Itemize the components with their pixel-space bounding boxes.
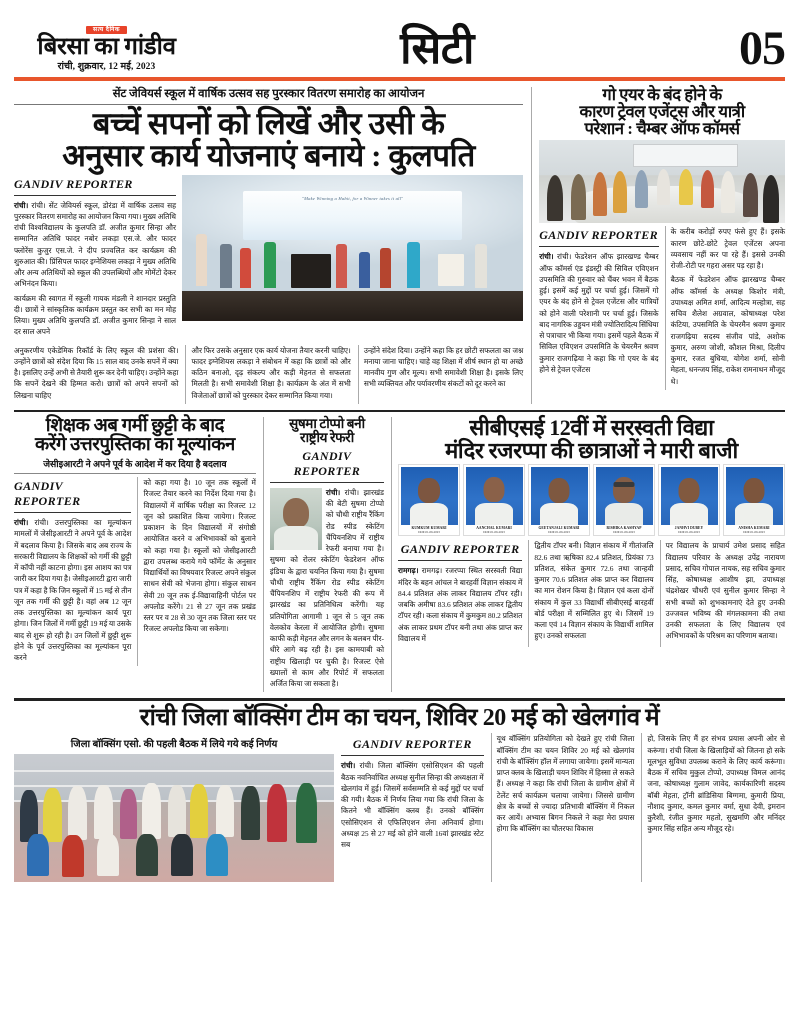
- article-main-kicker: सेंट जेवियर्स स्कूल में वार्षिक उत्सव सह पुरस्कार वितरण समारोह का आयोजन: [14, 87, 523, 105]
- article-teacher-byline: GANDIV REPORTER: [14, 477, 131, 513]
- section-divider-1: [14, 410, 785, 413]
- article-cbse-headline-line1: सीबीएसई 12वीं में सरस्वती विद्या: [469, 415, 714, 441]
- section-divider-2: [14, 698, 785, 701]
- article-teacher-col2-p1: को कहा गया है। 10 जून तक स्कूलों में रिजल्ट तैयार करने का निर्देश दिया गया है। विद्यालयों में वार्षिक परीक्षा का रिजल्ट 12 जून को प्रकाशित किया जायेगा। रिजल्ट प्रकाशन के दिन विद्यालयों में संगोष्ठी आयोजित करने व अभिभावकों को बुलाने को कहा गया है। स्कूलों को जेसीइआरटी द्वारा उपलब्ध कराये गये फॉर्मेट के अनुसार विद्यार्थियों का विषयवार रिजल्ट अपने संकुल साधन सेवी को भेजना होगा। संकुल साधन सेवी 20 जून तक ई-विद्यावाहिनी पोर्टल पर अपलोड करेंगे। 21 से 27 जून तक प्रखंड स्तर पर व 28 से 30 जून तक जिला स्तर पर रिजल्ट अपलोड किया जा सकेगा।: [143, 478, 256, 634]
- student-name: AANCHAL KUMARI: [476, 525, 512, 530]
- section-title: सिटी: [400, 23, 474, 73]
- stage-front-edge: [182, 291, 523, 320]
- student-dop: DOP-01-06-2023: [743, 530, 765, 535]
- article-main-col1-p1: रांची। सेंट जेवियर्स स्कूल, डोरंडा में वार्षिक उत्सव सह पुरस्कार वितरण समारोह का आयोजन किया गया। मुख्य अतिथि रांची विश्वविद्यालय के कुलपति डॉ. अजीत कुमार सिन्हा और सम्मानित अतिथि फादर नबोर लकड़ा एस.जे. और फादर फ्लोरेंस कुजुर एस.जे. ने दीप प्रज्वलित कर कार्यक्रम की शुरुआत की। प्रिंसिपल फादर इग्नेशियस लकड़ा ने मुख्य अतिथि और अन्य अतिथियों को स्कूल की उपलब्धियों और मोमेंटो देकर अभिनंदन किया।: [14, 200, 177, 289]
- article-boxing-subhead: जिला बॉक्सिंग एसो. की पहली बैठक में लिये गये कई निर्णय: [70, 739, 278, 751]
- article-boxing: [14, 706, 785, 882]
- student-headshot: [726, 467, 783, 525]
- cbse-student-photos: [398, 464, 785, 536]
- article-goair-headline-line3: परेशान : चैम्बर ऑफ कॉमर्स: [584, 118, 740, 138]
- mid-zone: [14, 417, 785, 692]
- student-photo-card: [463, 464, 525, 536]
- article-main-headline-line2: अनुसार कार्य योजनाएं बनाये : कुलपति: [62, 137, 475, 173]
- article-goair-byline: GANDIV REPORTER: [539, 226, 658, 247]
- page-number: 05: [739, 21, 785, 75]
- student-name: GEETANJALI KUMARI: [538, 525, 580, 530]
- article-main-col4: [358, 345, 523, 404]
- student-photo-card: [593, 464, 655, 536]
- article-teacher-col2: [137, 477, 255, 666]
- student-photo-card: [398, 464, 460, 536]
- article-boxing-col1: रांची। रांची। जिला बॉक्सिंग एसोसिएशन की पहली बैठक नवनिर्वाचित अध्यक्ष सुनील सिन्हा की अध्यक्षता में खेलगांव में हुई। जिसमें सर्वसम्मति से कई मुद्दों पर चर्चा की गयी। बैठक में निर्णय लिया गया कि रांची जिला के कितने भी बॉक्सिंग क्लब हैं। उनको बॉक्सिंग एसोसिएशन से एफिलिएशन लेना अनिवार्य होगा। अध्यक्ष 25 से 27 मई को होने वाली 16वां झारखंड स्टेट सब: [341, 761, 484, 850]
- article-cbse-headline-line2: मंदिर रजरप्पा की छात्राओं ने मारी बाजी: [445, 437, 738, 463]
- stage-banner: [243, 191, 461, 241]
- student-photo-card: [723, 464, 785, 536]
- stage-banner-text: "Make Winning a Habit, for a Winner takes it all": [301, 195, 404, 201]
- article-goair-col1-p1: रांची। फेडरेशन ऑफ झारखण्ड चैम्बर ऑफ कॉमर्स एंड इंडस्ट्री की सिविल एविएशन उपसमिति की गुरुवार को चैंबर भवन में बैठक हुई। इसमें कई मुद्दों पर चर्चा हुई। जिसमें गो एयर के बंद होने से ट्रेवल एजेंटस और यात्रियों को होने वाली परेशानी पर चर्चा हुई। जिसके बाद नागरिक उड्डयन मंत्री ज्योतिरादित्य सिंधिया से पत्राचार भी किया गया। इसमें पहले बैठक में सिविल एविएशन उपसमिति के चेयरमैन श्रवण कुमार राजगढ़िया ने कहा कि गो एयर के बंद होने से ट्रेवल एजेंटस: [539, 252, 659, 374]
- article-boxing-photo: [14, 754, 334, 882]
- article-main-col4-p1: उन्होंने संदेश दिया। उन्होंने कहा कि हर छोटी सफलता का जश्न मनाया जाना चाहिए। चाहे वह शिक्षा में शीर्ष स्थान हो या अच्छे मानवीय गुण और मूल्य। सभी समावेशी शिक्षा है। इसके लिए सभी व्यक्तियत और पर्यावरणीय संकटों को दूर करने का: [363, 345, 524, 389]
- article-teacher-col1: रांची। रांची। उत्तरपुस्तिका का मूल्यांकन मामलों में जेसीइआरटी ने अपने पूर्व के आदेश में बदलाव किया है। जिसके बाद अब राज्य के सरकारी विद्यालय के शिक्षकों को गर्मी की छुट्टी में कॉपी नहीं काटना होगा। इस आशय का पत्र जारी कर दिया गया है। जेसीइआरटी द्वारा जारी पत्र में कहा है कि जिन स्कूलों में 15 मई से तीन जून तक गर्मी की छुट्टी है। वहां अब 12 जून तक उत्तरपुस्तिका का मूल्यांकन कार्य पूरा होगा। जिन जिलों में गर्मी छुट्टी 19 मई या उसके बाद से शुरू हो रही है। उन जिलों में छुट्टी शुरू होने के पूर्व उत्तरपुस्तिका का मूल्यांकन पूरा करने: [14, 518, 132, 663]
- article-boxing-col3-p1: हो, जिसके लिए मैं हर संभव प्रयास अपनी ओर से करूंगा। रांची जिला के खिलाड़ियों को जितना हो सके मूलभूत सुविधा उपलब्ध कराने के लिए कार्य करूंगा। बैठक में सचिव मुकुल टोप्पो, उपाध्यक्ष विमल आनंद जना, कोषाध्यक्ष गुलाम जावेद, कार्यकारिणी सदस्य बॉबी मेहता, ट्रॉनी ब्रांडिसिया बिग्गमा, कुमारी प्रिया, नौशाद कुमार, कमल कुमार वर्मा, सुधा देवी, इमरान कुरैशी, रंजीत कुमार महतो, सुखमणि और मनिंदर कुमार सिंह सहित अन्य मौजूद रहे।: [647, 734, 786, 834]
- student-dop: DOP-01-06-2023: [613, 530, 635, 535]
- article-boxing-byline: GANDIV REPORTER: [341, 735, 484, 756]
- student-headshot: [401, 467, 458, 525]
- masthead: [14, 8, 785, 75]
- article-sushma-byline: GANDIV REPORTER: [270, 447, 384, 483]
- article-teacher-col1-p1: रांची। उत्तरपुस्तिका का मूल्यांकन मामलों में जेसीइआरटी ने अपने पूर्व के आदेश में बदलाव किया है। जिसके बाद अब राज्य के सरकारी विद्यालय के शिक्षकों को गर्मी की छुट्टी में कॉपी नहीं काटना होगा। इस आशय का पत्र जारी कर दिया गया है। जेसीइआरटी द्वारा जारी पत्र में कहा है कि जिन स्कूलों में 15 मई से तीन जून तक गर्मी की छुट्टी है। वहां अब 12 जून तक उत्तरपुस्तिका का मूल्यांकन कार्य पूरा होगा। जिन जिलों में गर्मी छुट्टी 19 मई या उसके बाद से शुरू हो रही है। उन जिलों में छुट्टी शुरू होने के पूर्व उत्तरपुस्तिका का मूल्यांकन पूरा करने: [14, 518, 132, 663]
- student-dop: DOP-01-06-2023: [483, 530, 505, 535]
- article-main-col2-p1: अनुकरणीय एकेडेमिक रिकॉर्ड के लिए स्कूल की प्रशंसा की। उन्होंने छात्रों को संदेश दिया कि 15 साल बाद उनके सपनें में क्या है। इसलिए उन्हें अभी से तैयारी शुरू कर देनी चाहिए। उन्होंने कहा कि सपनें देखने की हिम्मत करो। छात्रों को अपने सपनों को लिखना चाहिए: [14, 345, 179, 400]
- article-boxing-body: [14, 733, 785, 882]
- brand-date-line: रांची, शुक्रवार, 12 मई, 2023: [57, 61, 156, 72]
- article-cbse-col1-p1: रामगढ़। रजरप्पा स्थित सरस्वती विद्या मंदिर के बहन आंचल ने बारहवीं विज्ञान संकाय में 84.4 प्रतिशत अंक लाकर विद्यालय टॉपर रही। जबकि अमीषा 83.6 प्रतिशत अंक लाकर द्वितीय टॉपर रही। कला संकाय में कुमकुम 80.2 प्रतिशत अंक लाकर प्रथम टॉपर बनी तथा अंक प्राप्त कर विद्यालय में: [398, 566, 523, 643]
- article-goair-photo: [539, 140, 785, 223]
- article-goair-col2-p2: बैठक में फेडरेशन ऑफ झारखण्ड चैम्बर ऑफ कॉमर्स के अध्यक्ष किशोर मंत्री, उपाध्यक्ष अमित शर्मा, आदित्य मल्होत्रा, सह सचिव शैलेश अग्रवाल, कोषाध्यक्ष परेश कंटिया, उपसमिति के चेयरमैन श्रवण कुमार राजगढ़िया सदस्य संजीव पांडे, अशोक कुमार, अरुण जोशी, कौशल मिश्रा, दिलीप कुमार, रजत बुधिया, योगेश शर्मा, सोनी मेहता, धनन्जय सिंह, राकेश रामनाथन मौजूद थे।: [670, 275, 786, 386]
- article-cbse-col3-p1: पर विद्यालय के प्राचार्य उमेश प्रसाद सहित विद्यालय परिवार के अध्यक्ष उपेंद्र नारायण प्रसाद, सचिव गोपाल नायक, सह सचिव कुमार सिंह, कोषाध्यक्ष आशीष झा, उपाध्यक्ष चंद्रशेखर चौधरी एवं सुनील कुमार सिन्हा ने सभी बच्चों को शुभकामनाएं देते हुए उनकी उज्जवल भविष्य की मंगलकामना की तथा उनकी सफलता के लिए विद्यालय एवं अभिभावकों के परिश्रम का परिणाम बताया।: [665, 541, 785, 641]
- article-main-col2: [14, 345, 178, 404]
- meeting-room-board: [633, 144, 738, 168]
- article-sushma-col1: रांची। रांची। झारखंड की बेटी सुषमा टोप्पो को चौथी राष्ट्रीय रैंकिंग रोड स्पीड स्केटिंग चैंपियनशिप में राष्ट्रीय रेफरी बनाया गया है। सुषमा को रोलर स्केटिंग फेडरेशन ऑफ इंडिया के द्वारा चयनित किया गया है। सुषमा चौथी राष्ट्रीय रैंकिंग रोड स्पीड स्केटिंग चैंपियनशिप में राष्ट्रीय रेफरी की रूप में झारखंड का प्रतिनिधित्व करेंगी। यह प्रतियोगिता आगामी 1 जून से 5 जून तक वेलकोव केरला में आयोजित होगी। सुषमा काफी कड़ी मेहनत और लगन के बलबन पीर-धीरे आगे बढ़ रही है। इस कामयाबी को राष्ट्रीय खिलाड़ी पर चुकी है। रिजल्ट ऐसे ख्यालों से काम और रिपोर्ट में सफलता अर्जित किया जा सकता है।: [269, 487, 385, 689]
- article-boxing-col2: [491, 733, 635, 882]
- top-zone: [14, 87, 785, 404]
- article-main-headline-line1: बच्चें सपनों को लिखें और उसी के: [92, 106, 445, 142]
- student-name: ANISHA KUMARI: [738, 525, 770, 530]
- brand-name: बिरसा का गांडीव: [37, 34, 176, 61]
- article-teacher: [14, 417, 256, 692]
- article-goair-col2-p1: के करीब करोड़ों रुपए फंसे हुए हैं। इसके कारण छोटे-छोटे ट्रेवल एजेंटस अपना व्यवसाय नहीं कर पा रहे हैं। इससे उनकी रोजी-रोटी पर गहरा असर पड़ रहा है।: [670, 227, 786, 271]
- article-goair: [531, 87, 785, 404]
- article-sushma-col1-p1: रांची। झारखंड की बेटी सुषमा टोप्पो को चौथी राष्ट्रीय रैंकिंग रोड स्पीड स्केटिंग चैंपियनशिप में राष्ट्रीय रेफरी बनाया गया है। सुषमा को रोलर स्केटिंग फेडरेशन ऑफ इंडिया के द्वारा चयनित किया गया है। सुषमा चौथी राष्ट्रीय रैंकिंग रोड स्पीड स्केटिंग चैंपियनशिप में राष्ट्रीय रेफरी की रूप में झारखंड का प्रतिनिधित्व करेंगी। यह प्रतियोगिता आगामी 1 जून से 5 जून तक वेलकोव केरला में आयोजित होगी। सुषमा काफी कड़ी मेहनत और लगन के बलबन पीर-धीरे आगे बढ़ रही है। इस कामयाबी को राष्ट्रीय खिलाड़ी पर चुकी है। रिजल्ट ऐसे ख्यालों से काम और रिपोर्ट में सफलता अर्जित किया जा सकता है।: [269, 487, 385, 689]
- article-goair-col1: रांची। रांची। फेडरेशन ऑफ झारखण्ड चैम्बर ऑफ कॉमर्स एंड इंडस्ट्री की सिविल एविएशन उपसमिति की गुरुवार को चैंबर भवन में बैठक हुई। इसमें कई मुद्दों पर चर्चा हुई। जिसमें गो एयर के बंद होने से ट्रेवल एजेंटस और यात्रियों को होने वाली परेशानी पर चर्चा हुई। जिसके बाद नागरिक उड्डयन मंत्री ज्योतिरादित्य सिंधिया से पत्राचार भी किया गया। इसमें पहले बैठक में सिविल एविएशन उपसमिति के चेयरमैन श्रवण कुमार राजगढ़िया ने कहा कि गो एयर के बंद होने से ट्रेवल एजेंटस: [539, 252, 659, 374]
- brand-kicker: सत्य दैनिक: [86, 26, 127, 34]
- article-main-col3-p1: और फिर उसके अनुसार एक कार्य योजना तैयार करनी चाहिए। फादर इग्नेशियस लकड़ा ने संबोधन में कहा कि छात्रों को और कठिन बनाओ, दृढ़ संकल्प और कड़ी मेहनत से सफलता मिलती है। सभी समावेशी शिक्षा है। कार्यक्रम के अंत में सभी विजेताओं छात्रों को पुरस्कार देकर सम्मानित किया गया।: [191, 345, 351, 400]
- article-main-photo: [182, 175, 523, 321]
- article-main-col3: [185, 345, 350, 404]
- student-name: KUMKUM KUMARI: [411, 525, 447, 530]
- student-headshot: [466, 467, 523, 525]
- student-photo-card: [658, 464, 720, 536]
- student-photo-card: [528, 464, 590, 536]
- student-headshot: [596, 467, 653, 525]
- article-teacher-headline-line1: शिक्षक अब गर्मी छुट्टी के बाद: [45, 416, 225, 437]
- article-sushma-headline-line2: राष्ट्रीय रेफरी: [300, 430, 354, 446]
- article-sushma: [263, 417, 384, 692]
- article-main: [14, 87, 523, 404]
- article-boxing-col1-p1: रांची। जिला बॉक्सिंग एसोसिएशन की पहली बैठक नवनिर्वाचित अध्यक्ष सुनील सिन्हा की अध्यक्षता में खेलगांव में हुई। जिसमें सर्वसम्मति से कई मुद्दों पर चर्चा की गयी। बैठक में निर्णय लिया गया कि रांची जिला के कितने भी बॉक्सिंग क्लब हैं। उनको बॉक्सिंग एसोसिएशन से एफिलिएशन लेना अनिवार्य होगा। अध्यक्ष 25 से 27 मई को होने वाली 16वां झारखंड स्टेट सब: [341, 761, 484, 850]
- article-cbse: [391, 417, 785, 692]
- article-main-col1-p2: कार्यक्रम की स्वागत में स्कूली गायक मंडली ने शानदार प्रस्तुति दी। छात्रों ने सांस्कृतिक कार्यक्रम प्रस्तुत कर सभी का मन मोह लिया। मुख्य अतिथि कुलपति डॉ. अजीत कुमार सिन्हा ने साल दर साल अपने: [14, 293, 176, 337]
- student-name: JANHVI DUBEY: [674, 525, 704, 530]
- article-boxing-col3: [641, 733, 785, 882]
- article-cbse-col2: [528, 540, 653, 647]
- article-cbse-col1: रामगढ़। रामगढ़। रजरप्पा स्थित सरस्वती विद्या मंदिर के बहन आंचल ने बारहवीं विज्ञान संकाय में 84.4 प्रतिशत अंक लाकर विद्यालय टॉपर रही। जबकि अमीषा 83.6 प्रतिशत अंक लाकर द्वितीय टॉपर रही। कला संकाय में कुमकुम 80.2 प्रतिशत अंक लाकर प्रथम टॉपर बनी तथा अंक प्राप्त कर विद्यालय में: [398, 566, 523, 643]
- article-teacher-headline-line2: करेंगे उत्तरपुस्तिका का मूल्यांकन: [34, 435, 235, 456]
- article-main-byline: GANDIV REPORTER: [14, 175, 176, 196]
- article-sushma-headline-line1: सुषमा टोप्पो बनी: [289, 416, 365, 432]
- student-dop: DOP-01-06-2023: [418, 530, 440, 535]
- article-boxing-col2-p1: यूथ बॉक्सिंग प्रतियोगिता को देखते हुए रांची जिला बॉक्सिंग टीम का चयन शिविर 20 मई को खेलगांव रांची के बॉक्सिंग हॉल में लगाया जायेगा। इसमें मान्यता प्राप्त क्लब के खिलाड़ी चयन शिविर में हिस्सा ले सकते हैं। अध्यक्ष ने कहा कि रांची जिला के ग्रामीण क्षेत्रों में टेलेंट सर्च कार्यक्रम चलाया जायेगा। जिससे ग्रामीण क्षेत्र के बच्चों से ज्यादा प्रतिभावी बॉक्सिंग में निकल कर आयें। अभ्यास बिगन निकले ने कहा मेरा प्रयास होगा कि बॉक्सिंग का चौतरफा विकास: [496, 734, 635, 834]
- article-cbse-byline: GANDIV REPORTER: [398, 540, 522, 561]
- article-goair-headline-line1: गो एयर के बंद होने के: [602, 85, 722, 104]
- article-boxing-headline: रांची जिला बॉक्सिंग टीम का चयन, शिविर 20 मई को खेलगांव में: [139, 704, 660, 731]
- masthead-accent-rule: [14, 77, 785, 81]
- student-headshot: [661, 467, 718, 525]
- article-teacher-subhead: जेसीइआरटी ने अपने पूर्व के आदेश में कर दिया है बदलाव: [14, 455, 256, 474]
- article-goair-headline-line2: कारण ट्रेवल एजेंट्स और यात्री: [579, 101, 745, 121]
- sushma-portrait-photo: [270, 488, 322, 550]
- brand-block: [14, 19, 199, 72]
- student-dop: DOP-01-06-2023: [548, 530, 570, 535]
- student-dop: DOP-01-06-2023: [678, 530, 700, 535]
- student-name: RISHIKA KASHYAP: [606, 525, 642, 530]
- student-headshot: [531, 467, 588, 525]
- article-cbse-col2-p1: द्वितीय टॉपर बनी। विज्ञान संकाय में गीतांजलि 82.6 तथा ऋषिका 82.4 प्रतिशत, प्रियंका 73 प्रतिशत, संकेत कुमार 72.6 तथा जान्हवी कुमार 70.6 प्रतिशत अंक प्राप्त कर विद्यालय का मान रोशन किया है। विज्ञान एवं कला दोनों संकाय में कुल 33 विद्यार्थी सीबीएसई बारहवीं बोर्ड परीक्षा में सम्मिलित हुए थे। जिसमें 19 कला एवं 14 विज्ञान संकाय के विद्यार्थी शामिल हुए। उनको सफलता: [534, 541, 654, 641]
- article-goair-col2: [665, 226, 785, 390]
- article-main-col1: रांची। रांची। सेंट जेवियर्स स्कूल, डोरंडा में वार्षिक उत्सव सह पुरस्कार वितरण समारोह का आयोजन किया गया। मुख्य अतिथि रांची विश्वविद्यालय के कुलपति डॉ. अजीत कुमार सिन्हा और सम्मानित अतिथि फादर नबोर लकड़ा एस.जे. और फादर फ्लोरेंस कुजुर एस.जे. ने दीप प्रज्वलित कर कार्यक्रम की शुरुआत की। प्रिंसिपल फादर इग्नेशियस लकड़ा ने मुख्य अतिथि और अन्य अतिथियों को स्कूल की उपलब्धियों और मोमेंटो देकर अभिनंदन किया। कार्यक्रम की स्वागत में स्कूली गायक मंडली ने शानदार प्रस्तुति दी। छात्रों ने सांस्कृतिक कार्यक्रम प्रस्तुत कर सभी का मन मोह लिया। मुख्य अतिथि कुलपति डॉ. अजीत कुमार सिन्हा ने साल दर साल अपने: [14, 200, 177, 337]
- article-cbse-col3: [660, 540, 785, 647]
